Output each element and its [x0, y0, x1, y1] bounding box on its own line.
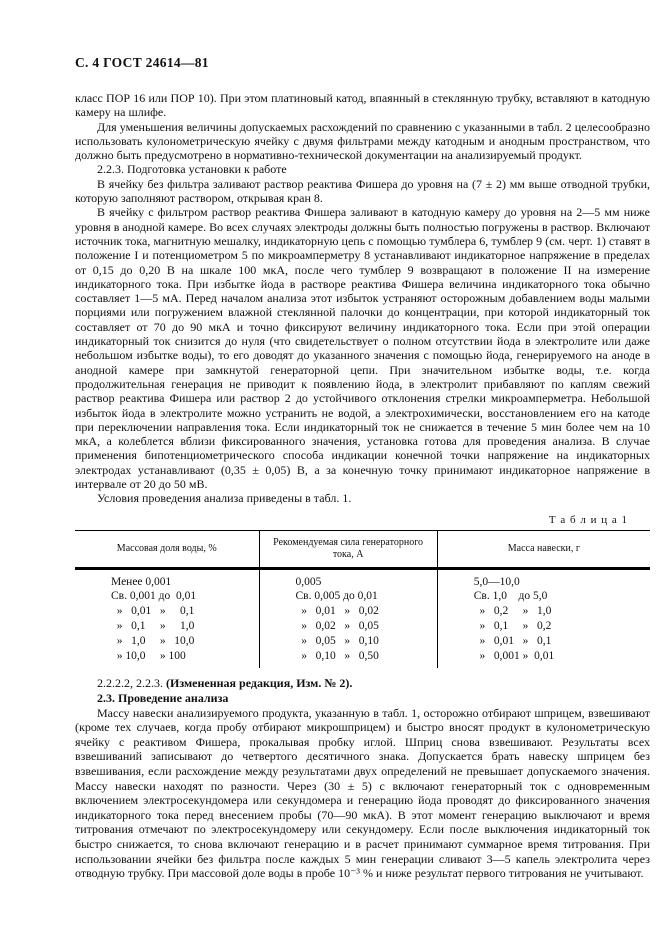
table-row [75, 604, 650, 619]
page-header: С. 4 ГОСТ 24614—81 [75, 55, 209, 70]
paragraph: В ячейку без фильтра заливают раствор реактива Фишера до уровня на (7 ± 2) мм выше отводной трубки, которую заполняют раствором, открывая кран 8. [75, 176, 650, 206]
body-text [75, 91, 650, 506]
table-row [75, 568, 650, 589]
table-cell: » 0,02 » 0,05 [259, 619, 437, 634]
table-cell: » 0,2 » 1,0 [437, 604, 650, 619]
paragraph: Массу навески анализируемого продукта, указанную в табл. 1, осторожно отбирают шприцем, взвешивают (кроме тех случаев, когда пробу отбирают микрошприцем) и быстро вносят продукт в кулонометрическую ячейку с реактивом Фишера, прокалывая пробку иглой. Шприц снова взвешивают. Результаты всех взвешиваний записывают до четвертого десятичного знака. Допускается брать навеску шприцем без взвешивания, если расхождение между результатами двух определений не превышает допускаемого значения. Массу навески находят по разности. Через (30 ± 5) с включают генераторный ток с одновременным включением электросекундомера или секундомера и генерацию йода проводят до фиксированного значения индикаторного тока перед внесением пробы (70—90 мкА). В этот момент генерацию выключают и время титрования отмечают по электросекундомеру или секундомеру. Если после выключения индикаторный ток быстро снижается, то снова включают генерацию и в расчет принимают суммарное время титрования. При использовании ячейки без фильтра после каждых 5 мин генерации сливают 3—5 капель электролита через отводную трубку. При массовой доле воды в пробе 10⁻³ % и ниже результат первого титрования не учитывают. [75, 705, 650, 881]
table-cell: Менее 0,001 [111, 575, 172, 588]
column-header-generator-current: Рекомендуемая сила генераторного тока, А [259, 530, 437, 568]
column-header-mass-fraction: Массовая доля воды, % [75, 530, 259, 568]
table-cell: » 0,1 » 0,2 [437, 619, 650, 634]
table-cell: » 10,0 » 100 [111, 649, 186, 662]
table-label: Т а б л и ц а 1 [548, 513, 628, 526]
table-cell: Св. 0,005 до 0,01 [259, 589, 437, 604]
after-table-text [75, 676, 650, 880]
table-row [75, 589, 650, 604]
table-header-row [75, 530, 650, 568]
table-cell: » 0,001 » 0,01 [437, 649, 650, 669]
section-heading-23: 2.3. Проведение анализа [97, 690, 229, 705]
amendment-revision: (Измененная редакция, Изм. № 2). [166, 676, 353, 691]
amendment-note [75, 676, 650, 691]
table-cell: » 1,0 » 10,0 [111, 634, 195, 647]
table-cell: Св. 0,001 до 0,01 [111, 590, 197, 603]
table-cell: » 0,01 » 0,1 [437, 634, 650, 649]
table-cell: » 0,01 » 0,1 [111, 605, 195, 618]
table-row [75, 634, 650, 649]
paragraph: Условия проведения анализа приведены в табл. 1. [97, 491, 352, 506]
table-cell: Св. 1,0 до 5,0 [437, 589, 650, 604]
conditions-table [75, 530, 650, 669]
table-cell: 0,005 [259, 568, 437, 589]
paragraph: Для уменьшения величины допускаемых расхождений по сравнению с указанными в табл. 2 целесообразно использовать кулонометрическую ячейку с двумя фильтрами между катодным и анодным пространством, что должно быть предусмотрено в нормативно-технической документации на анализируемый продукт. [75, 119, 650, 163]
table-row [75, 649, 650, 669]
table-cell: » 0,1 » 1,0 [111, 620, 195, 632]
column-header-sample-mass: Масса навески, г [437, 530, 650, 568]
amendment-clauses: 2.2.2.2, 2.2.3. [97, 676, 166, 691]
paragraph-continuation: класс ПОР 16 или ПОР 10). При этом платиновый катод, впаянный в стеклянную трубку, вставляют в катодную камеру на шлифе. [75, 91, 650, 120]
table-cell: » 0,01 » 0,02 [259, 604, 437, 619]
table-cell: » 0,10 » 0,50 [259, 649, 437, 669]
table-cell: » 0,05 » 0,10 [259, 634, 437, 649]
table-row [75, 619, 650, 634]
subsection-heading-223: 2.2.3. Подготовка установки к работе [97, 162, 287, 177]
paragraph: В ячейку с фильтром раствор реактива Фишера заливают в катодную камеру до уровня на 2—5 мм ниже уровня в анодной камере. Во всех случаях электроды должны быть полностью погружены в раствор. Включают источник тока, магнитную мешалку, индикаторную цепь с помощью тумблера 6, тумблер 9 (см. черт. 1) ставят в положение I и потенциометром 5 по микроамперметру 8 устанавливают индикаторное напряжение в пределах от 0,15 до 0,20 В на шкале 100 мкА, после чего тумблер 9 возвращают в положение II на измерение индикаторного тока. При избытке йода в растворе реактива Фишера величина индикаторного тока обычно составляет 1—5 мА. Перед началом анализа этот избыток устраняют осторожным добавлением воды малыми порциями или погружением влажной стеклянной палочки до концентрации, при которой индикаторный ток составляет от 70 до 90 мкА и точно фиксируют величину индикаторного тока. Если при этой операции индикаторный ток снизится до нуля (что свидетельствует о полном отсутствии йода в электролите или даже небольшом избытке воды), то его доводят до указанного значения с помощью йода, генерируемого на аноде в анодной камере при замкнутой генераторной цепи. При значительном избытке воды, т.е. когда продолжительная генерация не приводит к появлению йода, в электролит прибавляют по каплям свежий раствор реактива Фишера или раствор 2 до устойчивого отклонения стрелки микроамперметра. Небольшой избыток йода в электролите можно устранить не водой, а электрохимически, восстановлением его на катоде при переключении направления тока. Если индикаторный ток не снижается в течение 5 мин более чем на 10 мкА, а колеблется вблизи фиксированного значения, установка готова для проведения анализа. В случае применения бипотенциометрического способа индикации конечной точки напряжение на индикаторных электродах устанавливают (0,35 ± 0,05) В, а за конечную точку принимают индикаторное напряжение в интервале от 20 до 50 мВ. [75, 205, 650, 492]
table-cell: 5,0—10,0 [437, 568, 650, 589]
